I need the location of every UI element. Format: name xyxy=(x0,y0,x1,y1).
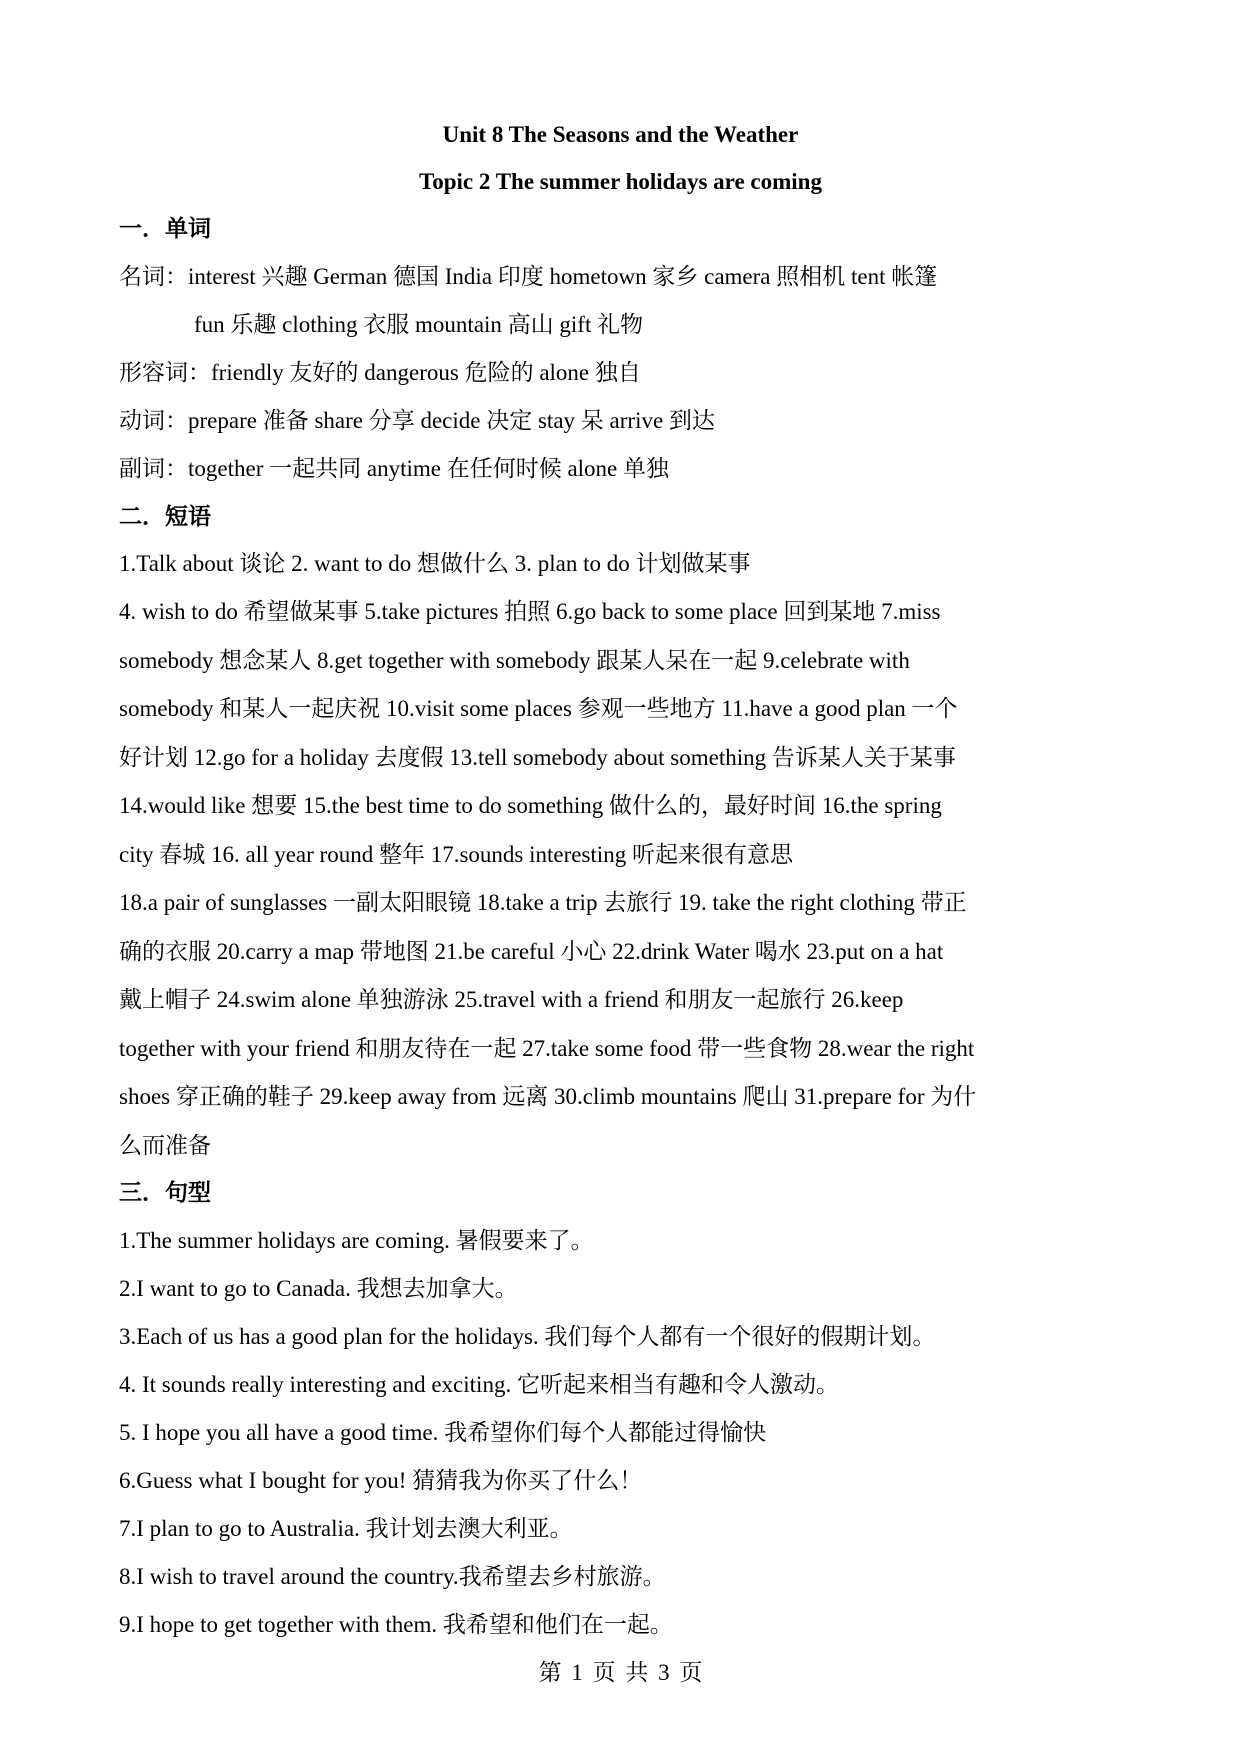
phrase-line: together with your friend 和朋友待在一起 27.take some food 带一些食物 28.wear the right xyxy=(119,1036,975,1061)
phrase-line: 14.would like 想要 15.the best time to do something 做什么的，最好时间 16.the spring xyxy=(119,793,942,818)
phrase-line: 戴上帽子 24.swim alone 单独游泳 25.travel with a friend 和朋友一起旅行 26.keep xyxy=(119,987,904,1012)
phrase-line: 1.Talk about 谈论 2. want to do 想做什么 3. plan to do 计划做某事 xyxy=(119,551,751,576)
vocab-line: 形容词：friendly 友好的 dangerous 危险的 alone 独自 xyxy=(119,360,641,385)
sentence-line: 4. It sounds really interesting and exciting. 它听起来相当有趣和令人激动。 xyxy=(119,1372,839,1397)
sentence-line: 8.I wish to travel around the country.我希望去乡村旅游。 xyxy=(119,1564,666,1589)
phrase-line: 好计划 12.go for a holiday 去度假 13.tell somebody about something 告诉某人关于某事 xyxy=(119,745,956,770)
page-number-footer: 第 1 页 共 3 页 xyxy=(538,1660,703,1685)
sentence-line: 3.Each of us has a good plan for the holidays. 我们每个人都有一个很好的假期计划。 xyxy=(119,1324,936,1349)
phrase-line: 18.a pair of sunglasses 一副太阳眼镜 18.take a trip 去旅行 19. take the right clothing 带正 xyxy=(119,890,967,915)
phrase-line: city 春城 16. all year round 整年 17.sounds interesting 听起来很有意思 xyxy=(119,842,793,867)
vocab-line: 副词：together 一起共同 anytime 在任何时候 alone 单独 xyxy=(119,456,670,481)
sentence-line: 2.I want to go to Canada. 我想去加拿大。 xyxy=(119,1276,518,1301)
sentences-heading: 三．句型 xyxy=(119,1180,211,1205)
phrase-line: 么而准备 xyxy=(119,1133,211,1158)
vocab-heading: 一．单词 xyxy=(119,216,211,241)
vocab-line: fun 乐趣 clothing 衣服 mountain 高山 gift 礼物 xyxy=(194,312,644,337)
sentence-line: 6.Guess what I bought for you! 猜猜我为你买了什么！ xyxy=(119,1468,643,1493)
phrase-line: shoes 穿正确的鞋子 29.keep away from 远离 30.climb mountains 爬山 31.prepare for 为什 xyxy=(119,1084,977,1109)
sentence-line: 1.The summer holidays are coming. 暑假要来了。 xyxy=(119,1228,594,1253)
document-subtitle: Topic 2 The summer holidays are coming xyxy=(419,169,822,194)
sentence-line: 9.I hope to get together with them. 我希望和他们在一起。 xyxy=(119,1612,673,1637)
phrase-line: somebody 和某人一起庆祝 10.visit some places 参观一些地方 11.have a good plan 一个 xyxy=(119,696,958,721)
sentence-line: 7.I plan to go to Australia. 我计划去澳大利亚。 xyxy=(119,1516,573,1541)
sentence-line: 5. I hope you all have a good time. 我希望你们每个人都能过得愉快 xyxy=(119,1420,767,1445)
vocab-line: 动词：prepare 准备 share 分享 decide 决定 stay 呆 arrive 到达 xyxy=(119,408,715,433)
phrase-line: 确的衣服 20.carry a map 带地图 21.be careful 小心 22.drink Water 喝水 23.put on a hat xyxy=(119,939,944,964)
vocab-line: 名词：interest 兴趣 German 德国 India 印度 hometown 家乡 camera 照相机 tent 帐篷 xyxy=(119,264,938,289)
phrases-heading: 二．短语 xyxy=(119,504,211,529)
phrase-line: 4. wish to do 希望做某事 5.take pictures 拍照 6.go back to some place 回到某地 7.miss xyxy=(119,599,941,624)
phrase-line: somebody 想念某人 8.get together with somebody 跟某人呆在一起 9.celebrate with xyxy=(119,648,910,673)
document-title: Unit 8 The Seasons and the Weather xyxy=(442,122,799,147)
